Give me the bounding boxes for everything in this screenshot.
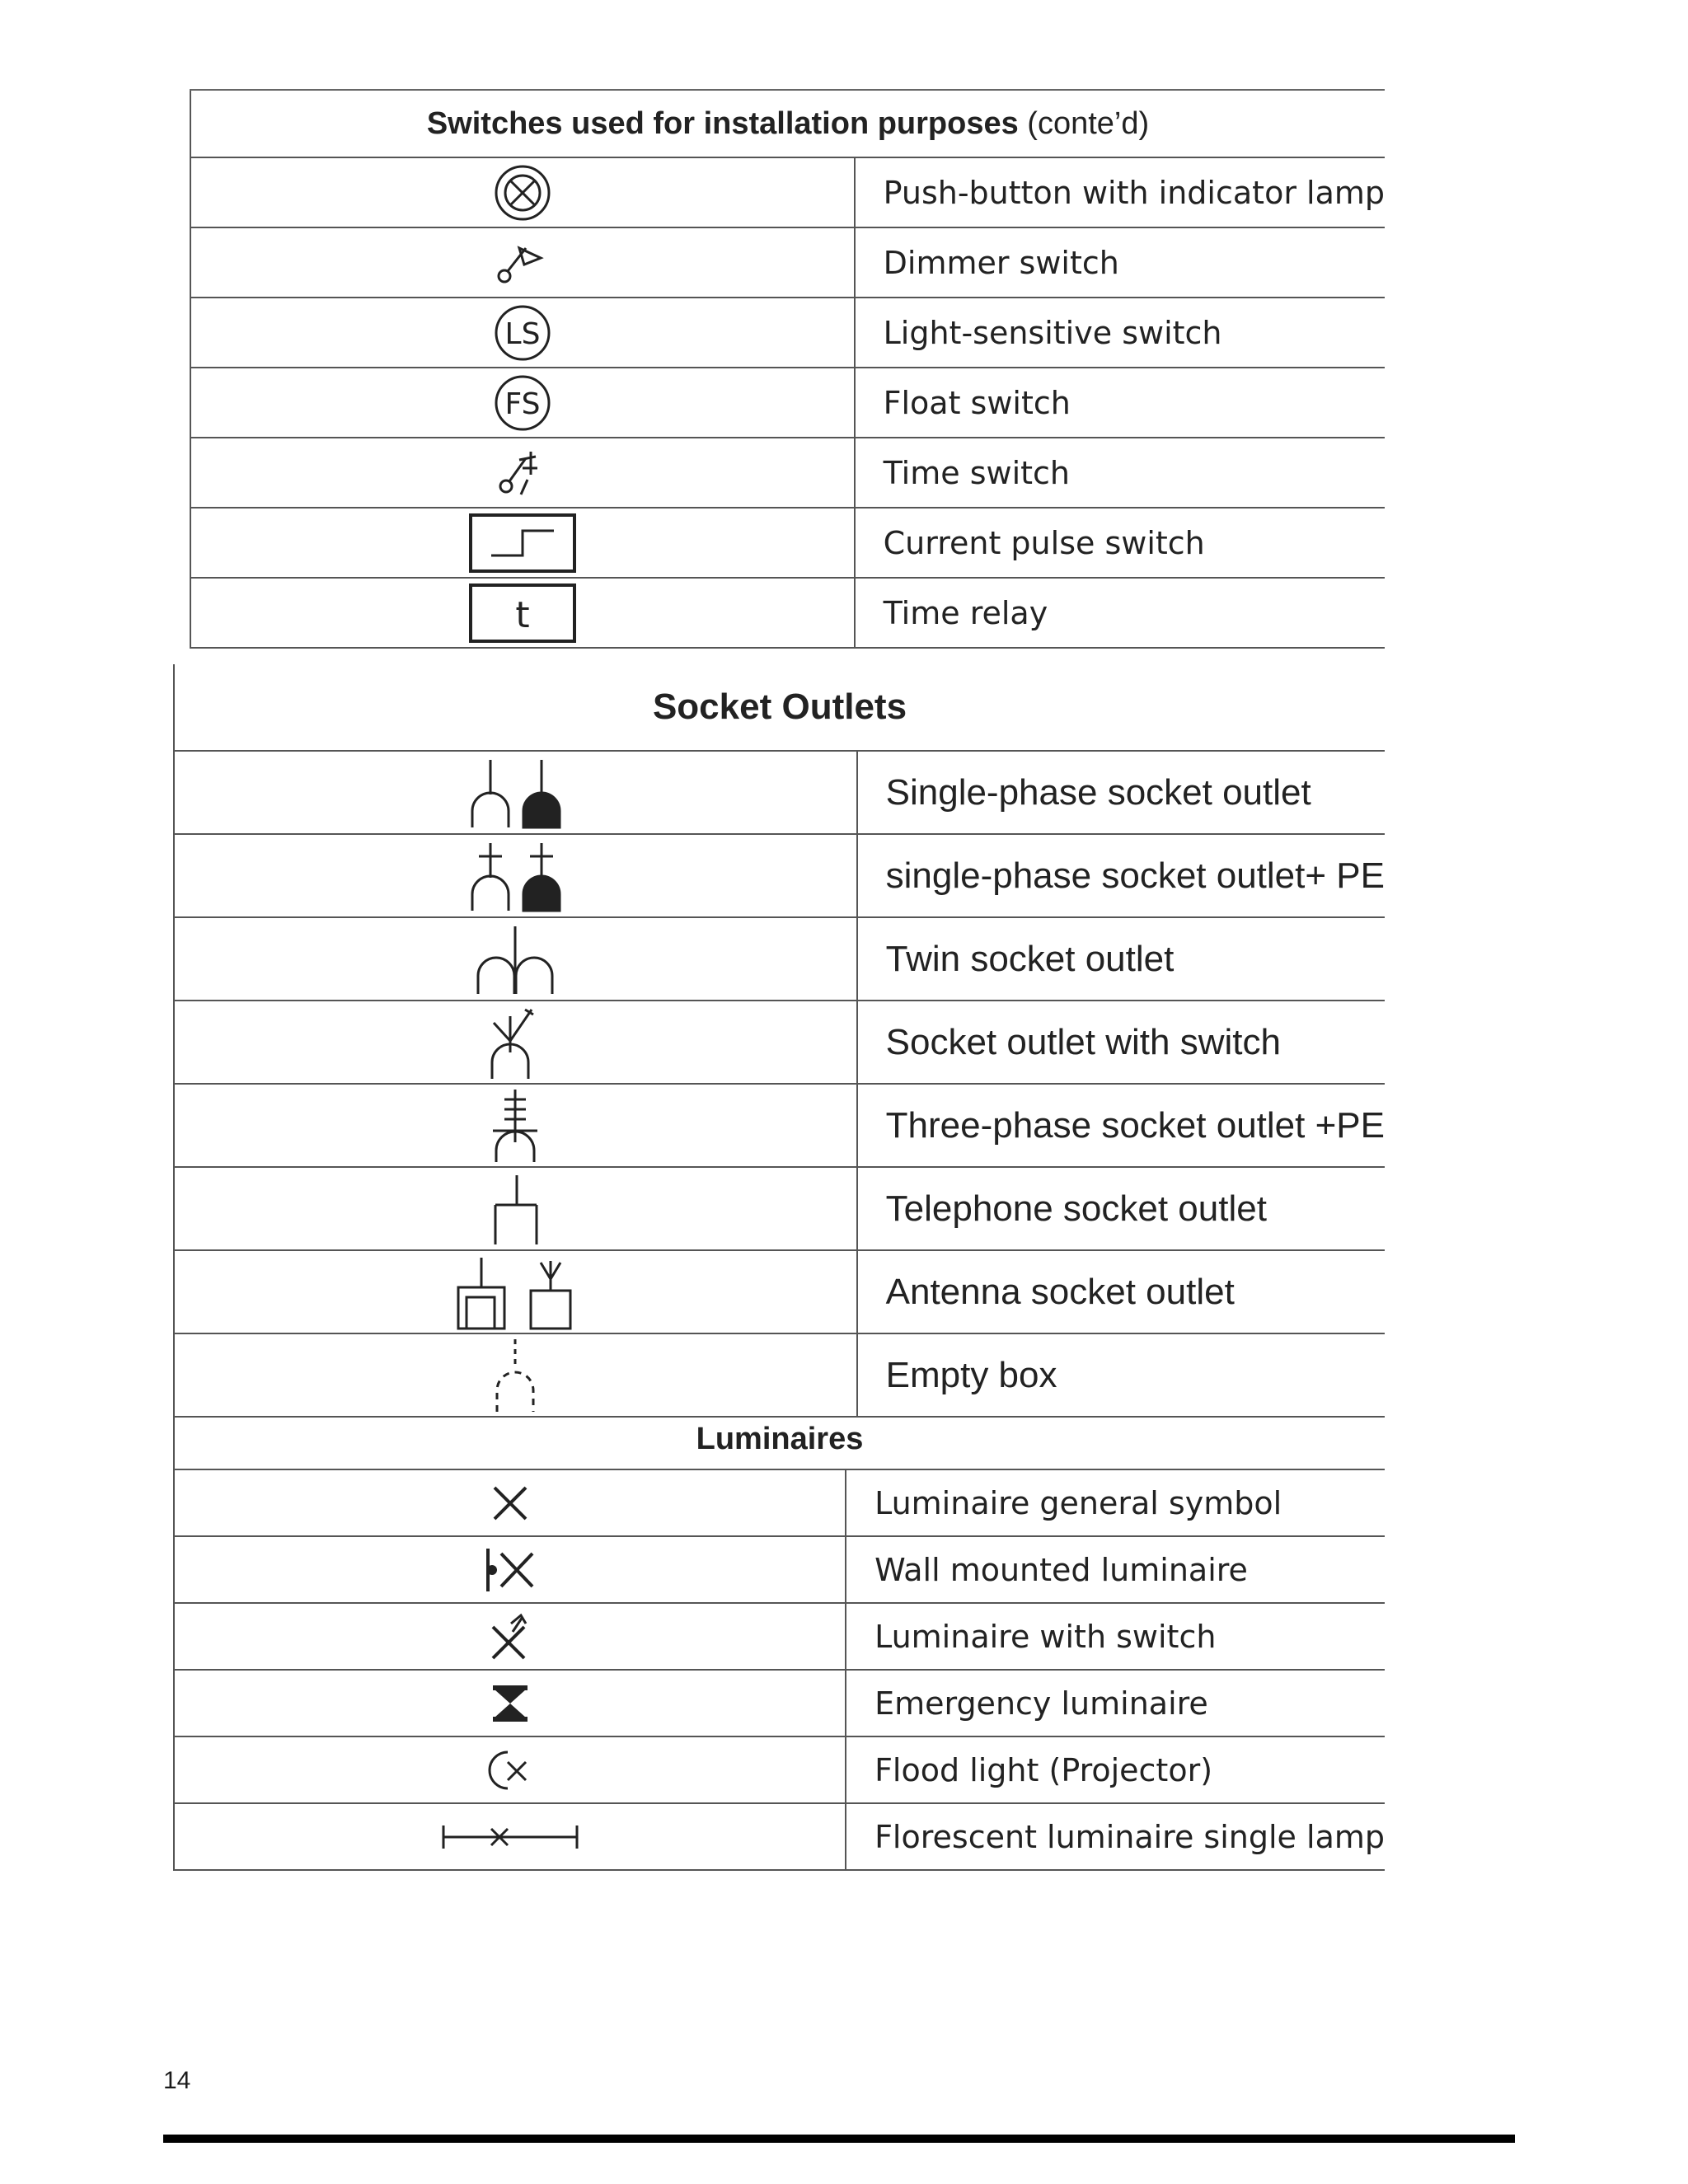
flood-light-icon [488,1747,532,1793]
table-row [190,508,1385,578]
table-row [174,1603,1385,1670]
row-label: Emergency luminaire [846,1670,1385,1736]
row-label: Float switch [855,368,1385,438]
table-row [190,368,1385,438]
luminaire-general-symbol-icon [490,1483,531,1524]
page-number: 14 [163,2067,191,2094]
table-row [190,298,1385,368]
row-label: Three-phase socket outlet +PE [857,1084,1385,1167]
row-label: Current pulse switch [855,508,1385,578]
row-label: Single-phase socket outlet [857,751,1385,834]
socket-outlet-with-switch-icon [482,1005,548,1080]
single-phase-socket-outlet-pe-icon [466,840,565,912]
luminaires-section-title: Luminaires [174,1409,1385,1469]
three-phase-socket-outlet-pe-icon [486,1088,544,1164]
florescent-luminaire-single-lamp-icon [440,1821,580,1854]
switches-table [190,89,1385,649]
table-row [174,1084,1385,1167]
table-row [174,1333,1385,1417]
table-row [174,917,1385,1001]
table-row [174,1536,1385,1603]
table-row [190,227,1385,298]
table-row [174,751,1385,834]
table-row [174,1803,1385,1870]
current-pulse-switch-icon [468,513,577,574]
table-row [190,578,1385,648]
float-switch-icon [494,373,551,434]
row-label: Antenna socket outlet [857,1250,1385,1333]
time-switch-icon [498,447,547,499]
row-label: Light-sensitive switch [855,298,1385,368]
row-label: Push-button with indicator lamp [855,157,1385,227]
empty-box-icon [489,1338,542,1413]
wall-mounted-luminaire-icon [481,1545,539,1595]
light-sensitive-switch-icon [494,302,551,363]
row-label: Socket outlet with switch [857,1001,1385,1084]
emergency-luminaire-icon [490,1683,531,1724]
row-label: Telephone socket outlet [857,1167,1385,1250]
row-label: Time relay [855,578,1385,648]
row-label: Wall mounted luminaire [846,1536,1385,1603]
antenna-socket-outlet-icon [453,1254,577,1330]
switches-title-text: Switches used for installation purposes [426,105,1019,141]
row-label: Dimmer switch [855,227,1385,298]
switches-section-title [190,90,1385,157]
table-row [174,1469,1385,1536]
table-row [174,1001,1385,1084]
twin-socket-outlet-icon [470,923,560,996]
row-label: Luminaire general symbol [846,1469,1385,1536]
table-row [190,438,1385,508]
socket-outlets-table [173,664,1385,1418]
luminaires-table [173,1409,1385,1871]
table-row [174,1250,1385,1333]
table-row [174,1736,1385,1803]
telephone-socket-outlet-icon [489,1172,542,1246]
row-label: Time switch [855,438,1385,508]
row-label: Twin socket outlet [857,917,1385,1001]
luminaire-with-switch-icon [488,1612,532,1661]
footer-rule [163,2135,1515,2143]
row-label: Luminaire with switch [846,1603,1385,1670]
row-label: Flood light (Projector) [846,1736,1385,1803]
single-phase-socket-outlet-icon [466,757,565,829]
time-relay-icon [468,583,577,644]
socket-outlets-section-title: Socket Outlets [174,664,1385,751]
row-label: Empty box [857,1333,1385,1417]
table-row [174,1670,1385,1736]
table-row [174,1167,1385,1250]
fs-symbol-text: FS [504,387,541,421]
dimmer-switch-icon [496,240,549,286]
table-row [190,157,1385,227]
push-button-indicator-lamp-icon [494,162,551,223]
row-label: Florescent luminaire single lamp [846,1803,1385,1870]
row-label: single-phase socket outlet+ PE [857,834,1385,917]
t-symbol-text: t [515,593,530,636]
table-row [174,834,1385,917]
switches-title-suffix: (conte’d) [1018,105,1150,141]
ls-symbol-text: LS [504,316,541,351]
